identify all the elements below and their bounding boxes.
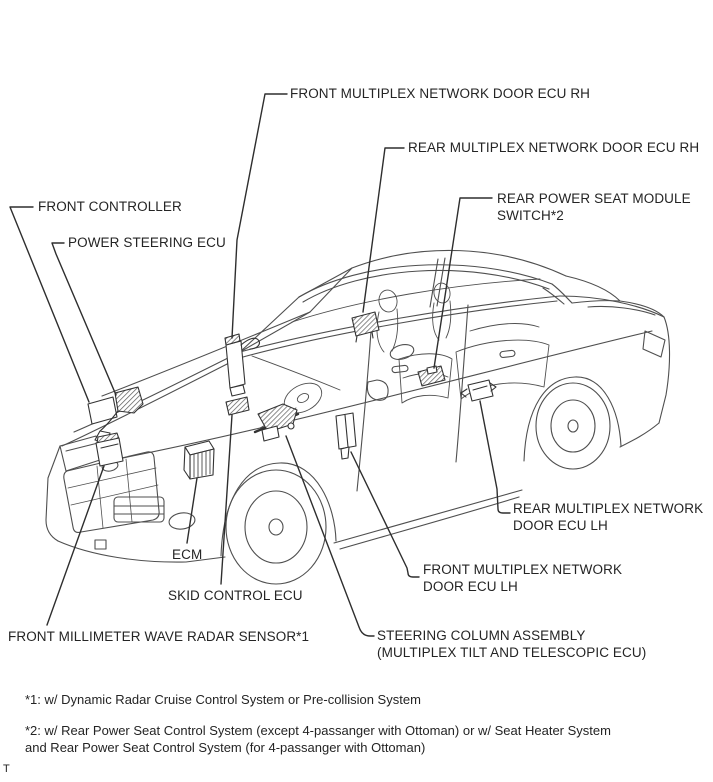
steering-hub bbox=[296, 392, 310, 405]
a-pillar-near bbox=[240, 297, 299, 352]
rear-multiplex-lh-component bbox=[461, 380, 496, 401]
leader-ecm bbox=[187, 478, 197, 543]
rear-tire bbox=[536, 383, 610, 469]
front-multiplex-lh-component bbox=[336, 413, 356, 459]
leader-rear-multiplex-lh bbox=[480, 401, 510, 513]
side-crease bbox=[102, 331, 652, 462]
label-line: DOOR ECU LH bbox=[513, 518, 608, 533]
taillight bbox=[643, 331, 665, 357]
dashboard bbox=[252, 356, 340, 390]
rear-wheel-arch bbox=[524, 377, 621, 461]
front-hub bbox=[269, 519, 283, 535]
label-rear-multiplex-rh: REAR MULTIPLEX NETWORK DOOR ECU RH bbox=[408, 140, 700, 155]
windshield-top bbox=[299, 268, 352, 297]
label-front-multiplex-lh bbox=[423, 561, 622, 595]
rear-window-near bbox=[552, 284, 572, 303]
leader-lines bbox=[10, 94, 510, 636]
front-controller-component bbox=[88, 397, 117, 424]
label-skid-control: SKID CONTROL ECU bbox=[168, 588, 303, 603]
front-radar-sensor-component bbox=[96, 433, 123, 466]
front-rim bbox=[245, 491, 307, 563]
label-line: DOOR ECU LH bbox=[423, 579, 518, 594]
label-line: REAR MULTIPLEX NETWORK bbox=[513, 501, 704, 516]
label-front-multiplex-rh: FRONT MULTIPLEX NETWORK DOOR ECU RH bbox=[290, 86, 591, 101]
rear-multiplex-rh-component bbox=[352, 312, 379, 342]
leader-front-multiplex-lh bbox=[351, 452, 419, 577]
label-line: FRONT MULTIPLEX NETWORK bbox=[423, 562, 623, 577]
label-ecm: ECM bbox=[172, 547, 203, 562]
footnote-line: *2: w/ Rear Power Seat Control System (except 4-passanger with Ottoman) or w/ Seat Heater System bbox=[25, 723, 611, 738]
label-line: REAR POWER SEAT MODULE bbox=[497, 191, 691, 206]
label-line: SWITCH*2 bbox=[497, 208, 564, 223]
fender-top bbox=[62, 361, 233, 446]
rear-bumper bbox=[620, 423, 659, 447]
mirror-far bbox=[389, 342, 416, 362]
trunk-right bbox=[659, 317, 670, 423]
leader-skid-control bbox=[221, 415, 232, 584]
footnote-1: *1: w/ Dynamic Radar Cruise Control System or Pre-collision System bbox=[25, 692, 421, 707]
front-tire bbox=[226, 470, 326, 584]
footnote-2 bbox=[25, 722, 611, 756]
rear-power-seat-switch-component bbox=[418, 366, 445, 386]
leader-power-steering bbox=[52, 243, 116, 395]
front-wheel-arch bbox=[221, 463, 336, 556]
rear-bench-top bbox=[470, 324, 539, 331]
page-mark: T bbox=[3, 763, 10, 775]
bumper-left bbox=[46, 446, 60, 541]
leader-front-multiplex-rh bbox=[232, 94, 287, 338]
grille-mesh bbox=[68, 459, 158, 528]
sill bbox=[334, 490, 522, 549]
label-front-controller: FRONT CONTROLLER bbox=[38, 199, 182, 214]
rear-window-far bbox=[566, 276, 620, 301]
footnote-line: and Rear Power Seat Control System (for 4-passanger with Ottoman) bbox=[25, 740, 426, 755]
label-power-steering: POWER STEERING ECU bbox=[68, 235, 226, 250]
tow-hook-cover bbox=[95, 540, 106, 549]
label-front-radar: FRONT MILLIMETER WAVE RADAR SENSOR*1 bbox=[8, 629, 310, 644]
cowl-line bbox=[240, 312, 310, 352]
label-rear-power-seat bbox=[497, 190, 691, 224]
far-fender bbox=[102, 312, 310, 396]
label-line: STEERING COLUMN ASSEMBLY bbox=[377, 628, 586, 643]
skid-control-ecu-component bbox=[226, 397, 249, 415]
label-rear-multiplex-lh bbox=[513, 500, 703, 534]
beltline bbox=[240, 296, 560, 357]
rear-rim bbox=[551, 400, 595, 452]
a-pillar-far bbox=[310, 268, 352, 312]
headrest-passenger bbox=[432, 282, 451, 304]
label-line: (MULTIPLEX TILT AND TELESCOPIC ECU) bbox=[377, 645, 647, 660]
label-steering-column bbox=[377, 627, 646, 661]
door-handle-rear bbox=[500, 350, 516, 358]
leader-rear-multiplex-rh bbox=[363, 148, 404, 312]
headlight bbox=[60, 436, 103, 471]
ecm-component bbox=[184, 441, 214, 479]
b-pillar bbox=[430, 258, 445, 307]
steering-column-component bbox=[255, 404, 298, 441]
seatback-driver bbox=[377, 309, 398, 352]
rear-hub bbox=[568, 420, 578, 432]
trunk-cut bbox=[588, 306, 655, 315]
roof-far-rail bbox=[352, 250, 566, 276]
headrest-driver bbox=[377, 289, 399, 314]
rear-door-cut bbox=[456, 305, 468, 462]
